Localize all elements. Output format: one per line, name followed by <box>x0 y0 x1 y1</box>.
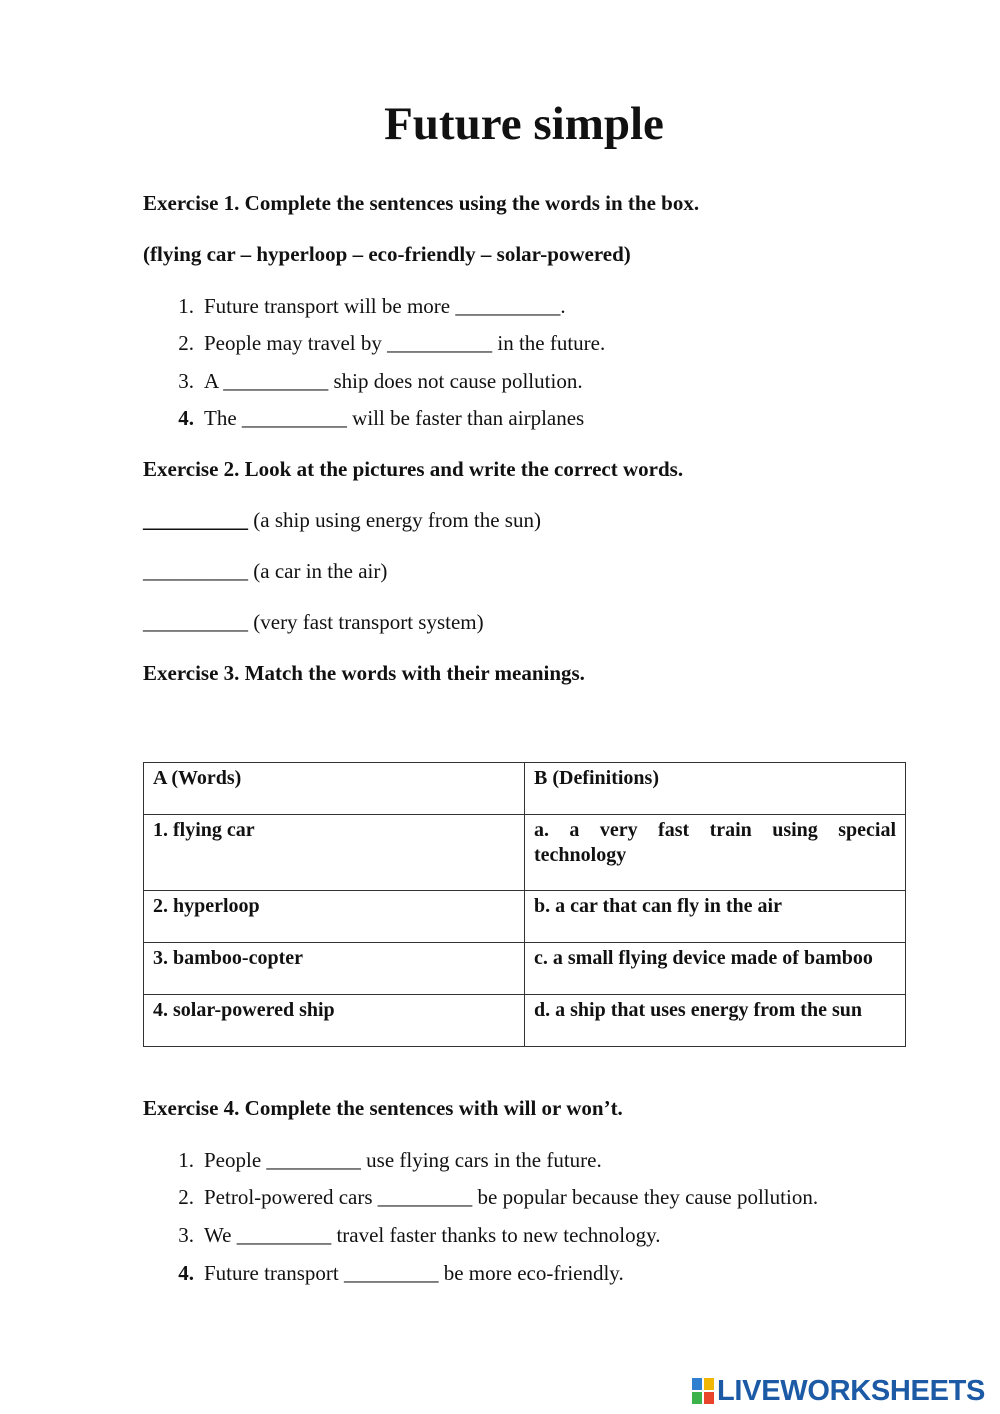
item-number: 2. <box>178 1185 194 1209</box>
definition-cell: b. a car that can fly in the air <box>525 891 906 943</box>
table-row <box>144 815 906 891</box>
logo-squares-icon <box>692 1378 714 1404</box>
matching-table <box>143 762 906 1047</box>
page-title: Future simple <box>384 98 664 150</box>
item-number: 3. <box>178 1223 194 1247</box>
item-sentence: Future transport will be more __________. <box>204 294 566 318</box>
item-number: 2. <box>178 331 194 355</box>
word-box: (flying car – hyperloop – eco-friendly – solar-powered) <box>143 242 631 266</box>
exercise-4-heading: Exercise 4. Complete the sentences with will or won’t. <box>143 1096 623 1120</box>
liveworksheets-logo[interactable] <box>692 1374 985 1408</box>
column-a-header: A (Words) <box>144 763 525 815</box>
exercise-2-heading: Exercise 2. Look at the pictures and write the correct words. <box>143 457 684 481</box>
answer-blank: __________ <box>143 559 248 583</box>
column-b-header: B (Definitions) <box>525 763 906 815</box>
word-cell: 3. bamboo-copter <box>144 943 525 995</box>
item-sentence: A __________ ship does not cause pollution. <box>204 369 583 393</box>
item-sentence: People may travel by __________ in the future. <box>204 331 606 355</box>
definition-cell: d. a ship that uses energy from the sun <box>525 995 906 1047</box>
item-sentence: The __________ will be faster than airplanes <box>204 406 585 430</box>
logo-text: LIVEWORKSHEETS <box>717 1374 986 1407</box>
table-row <box>144 891 906 943</box>
item-hint: (a ship using energy from the sun) <box>248 508 541 532</box>
list-item <box>143 508 541 533</box>
table-header-row <box>144 763 906 815</box>
item-hint: (very fast transport system) <box>248 610 484 634</box>
item-number: 1. <box>178 1148 194 1172</box>
item-number: 1. <box>178 294 194 318</box>
item-number: 4. <box>178 1261 194 1285</box>
item-number: 4. <box>178 406 194 430</box>
list-item <box>143 559 387 584</box>
word-cell: 2. hyperloop <box>144 891 525 943</box>
definition-cell: c. a small flying device made of bamboo <box>525 943 906 995</box>
answer-blank: __________ <box>143 508 248 532</box>
item-sentence: Petrol-powered cars _________ be popular because they cause pollution. <box>204 1185 819 1209</box>
item-sentence: Future transport _________ be more eco-friendly. <box>204 1261 624 1285</box>
list-item <box>143 610 484 635</box>
definition-cell: a. a very fast train using special technology <box>525 815 906 891</box>
table-row <box>144 943 906 995</box>
exercise-3-heading: Exercise 3. Match the words with their meanings. <box>143 661 585 685</box>
table-row <box>144 995 906 1047</box>
word-cell: 1. flying car <box>144 815 525 891</box>
item-sentence: We _________ travel faster thanks to new technology. <box>204 1223 661 1247</box>
answer-blank: __________ <box>143 610 248 634</box>
item-number: 3. <box>178 369 194 393</box>
exercise-1-heading: Exercise 1. Complete the sentences using the words in the box. <box>143 191 700 215</box>
word-cell: 4. solar-powered ship <box>144 995 525 1047</box>
item-hint: (a car in the air) <box>248 559 388 583</box>
item-sentence: People _________ use flying cars in the future. <box>204 1148 602 1172</box>
